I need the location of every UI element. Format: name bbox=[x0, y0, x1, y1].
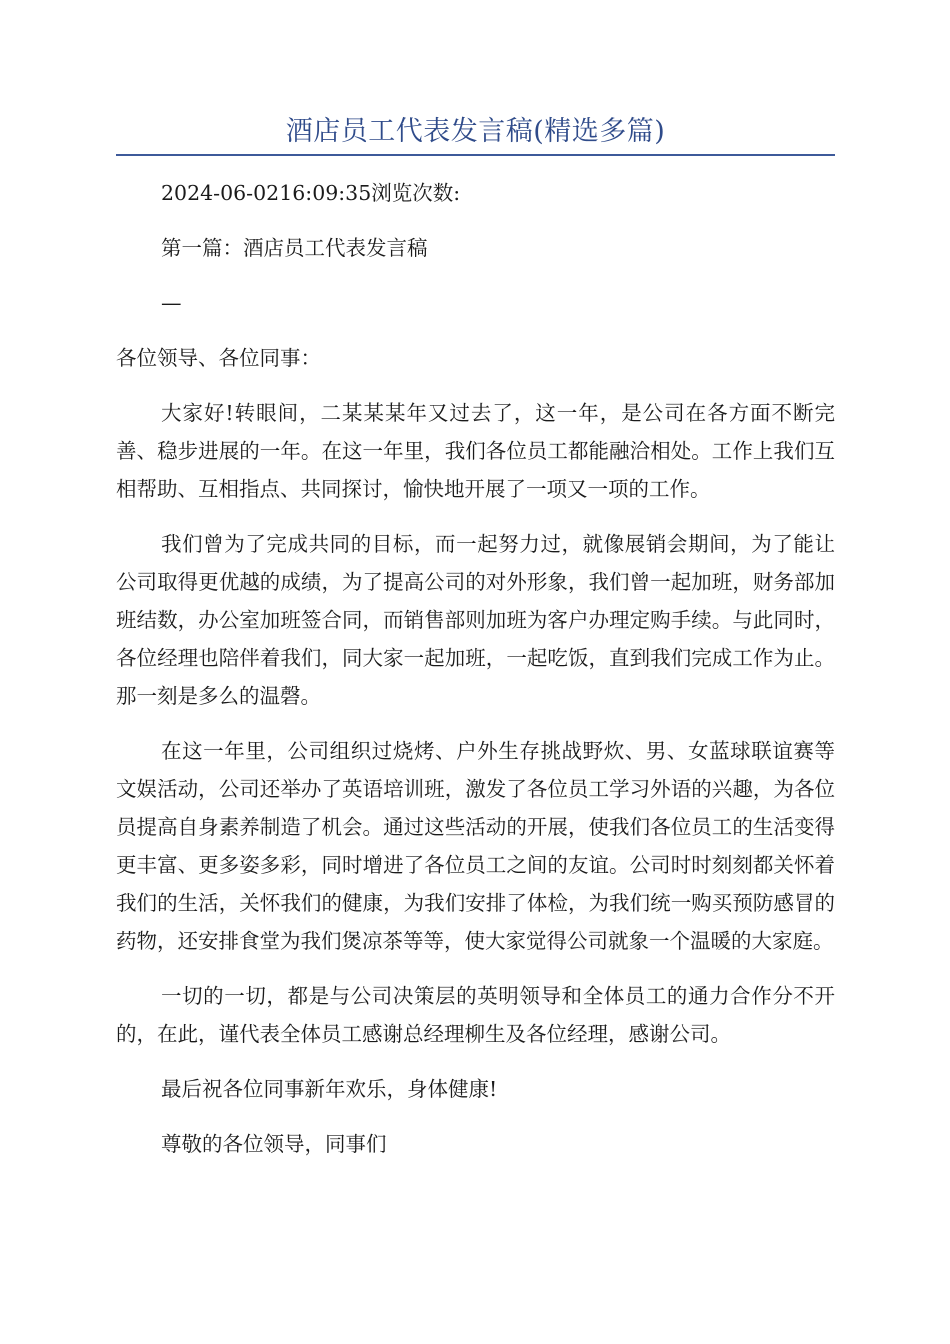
section-heading: 第一篇：酒店员工代表发言稿 bbox=[161, 236, 428, 260]
paragraph: 一切的一切，都是与公司决策层的英明领导和全体员工的通力合作分不开的，在此，谨代表全体员工感谢总经理柳生及各位经理，感谢公司。 bbox=[116, 984, 835, 1046]
document-title: 酒店员工代表发言稿(精选多篇) bbox=[285, 116, 666, 147]
meta-line: 2024-06-0216:09:35浏览次数: bbox=[161, 181, 461, 205]
paragraph: 最后祝各位同事新年欢乐，身体健康! bbox=[161, 1077, 498, 1101]
greeting: 各位领导、各位同事： bbox=[116, 346, 321, 370]
title-underline bbox=[116, 154, 835, 156]
document-body bbox=[116, 174, 835, 1180]
paragraph: 尊敬的各位领导，同事们 bbox=[161, 1132, 387, 1156]
paragraph: 在这一年里，公司组织过烧烤、户外生存挑战野炊、男、女蓝球联谊赛等文娱活动，公司还举办了英语培训班，激发了各位员工学习外语的兴趣，为各位员提高自身素养制造了机会。通过这些活动的开展，使我们各位员工的生活变得更丰富、更多姿多彩，同时增进了各位员工之间的友谊。公司时时刻刻都关怀着我们的生活，关怀我们的健康，为我们安排了体检，为我们统一购买预防感冒的药物，还安排食堂为我们煲凉茶等等，使大家觉得公司就象一个温暖的大家庭。 bbox=[116, 739, 835, 953]
paragraph: 大家好!转眼间，二某某某年又过去了，这一年，是公司在各方面不断完善、稳步进展的一年。在这一年里，我们各位员工都能融洽相处。工作上我们互相帮助、互相指点、共同探讨，愉快地开展了一项又一项的工作。 bbox=[116, 401, 835, 501]
paragraph: 我们曾为了完成共同的目标，而一起努力过，就像展销会期间，为了能让公司取得更优越的成绩，为了提高公司的对外形象，我们曾一起加班，财务部加班结数，办公室加班签合同，而销售部则加班为客户办理定购手续。与此同时，各位经理也陪伴着我们，同大家一起加班，一起吃饭，直到我们完成工作为止。那一刻是多么的温磬。 bbox=[116, 532, 835, 708]
dash-separator: — bbox=[161, 291, 182, 315]
